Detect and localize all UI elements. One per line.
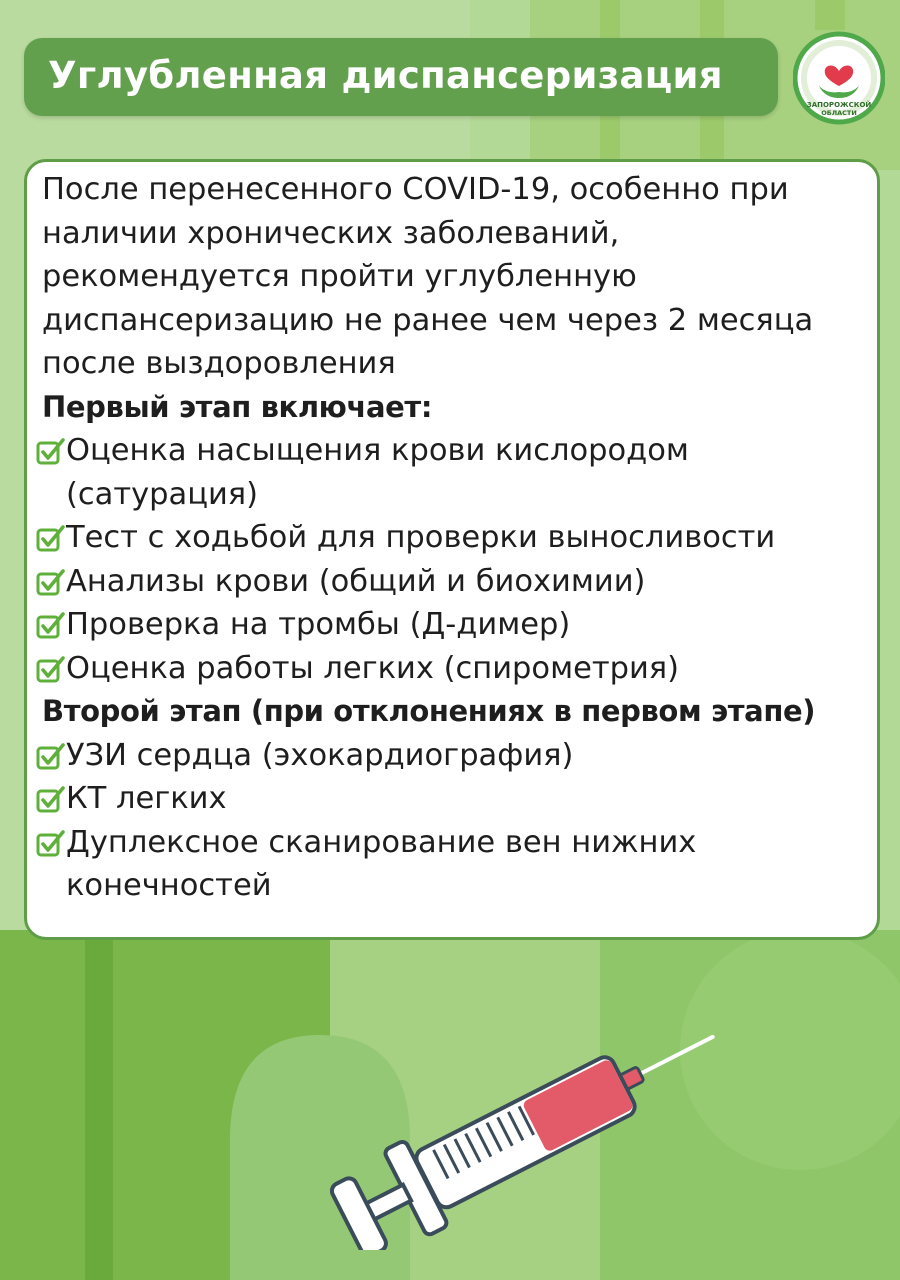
intro-text: После перенесенного COVID-19, особенно при наличии хронических заболеваний, рекомендуется пройти углубленную диспансеризацию не ранее чем через 2 месяца после выздоровления	[42, 172, 814, 381]
stage2-heading: Второй этап (при отклонениях в первом этапе)	[42, 694, 816, 728]
list-item-text: Оценка работы легких (спирометрия)	[66, 650, 680, 686]
title-bar	[24, 38, 778, 116]
list-item	[36, 734, 872, 778]
card-content	[42, 168, 872, 908]
heart-in-hand-logo-icon	[793, 28, 885, 128]
list-item	[36, 516, 872, 560]
list-item	[36, 777, 872, 821]
logo-text-line2: ОБЛАСТИ	[821, 109, 857, 117]
list-item-text: Проверка на тромбы (Д-димер)	[66, 607, 571, 642]
list-item-text: Дуплексное сканирование вен нижних конечностей	[66, 824, 697, 903]
checkbox-checked-icon	[36, 655, 66, 683]
checkbox-checked-icon	[36, 785, 66, 813]
list-item-text: Оценка насыщения крови кислородом (сатурация)	[66, 433, 689, 512]
list-item-text: УЗИ сердца (эхокардиография)	[66, 737, 574, 773]
checkbox-checked-icon	[36, 437, 66, 465]
stage2-list	[42, 734, 872, 908]
list-item	[36, 429, 872, 516]
list-item	[36, 560, 872, 604]
list-item-text: КТ легких	[66, 781, 227, 816]
logo-text-line1: ЗАПОРОЖСКОЙ	[806, 101, 872, 109]
checkbox-checked-icon	[36, 829, 66, 857]
list-item-text: Анализы крови (общий и биохимии)	[66, 563, 646, 599]
page-title: Углубленная диспансеризация	[48, 54, 723, 97]
checkbox-checked-icon	[36, 568, 66, 596]
checkbox-checked-icon	[36, 524, 66, 552]
stage1-heading: Первый этап включает:	[42, 389, 433, 424]
list-item	[36, 603, 872, 647]
stage1-list	[42, 429, 872, 690]
list-item	[36, 647, 872, 691]
checkbox-checked-icon	[36, 742, 66, 770]
list-item	[36, 821, 872, 908]
list-item-text: Тест с ходьбой для проверки выносливости	[66, 520, 776, 555]
syringe-icon	[330, 1010, 730, 1250]
checkbox-checked-icon	[36, 611, 66, 639]
